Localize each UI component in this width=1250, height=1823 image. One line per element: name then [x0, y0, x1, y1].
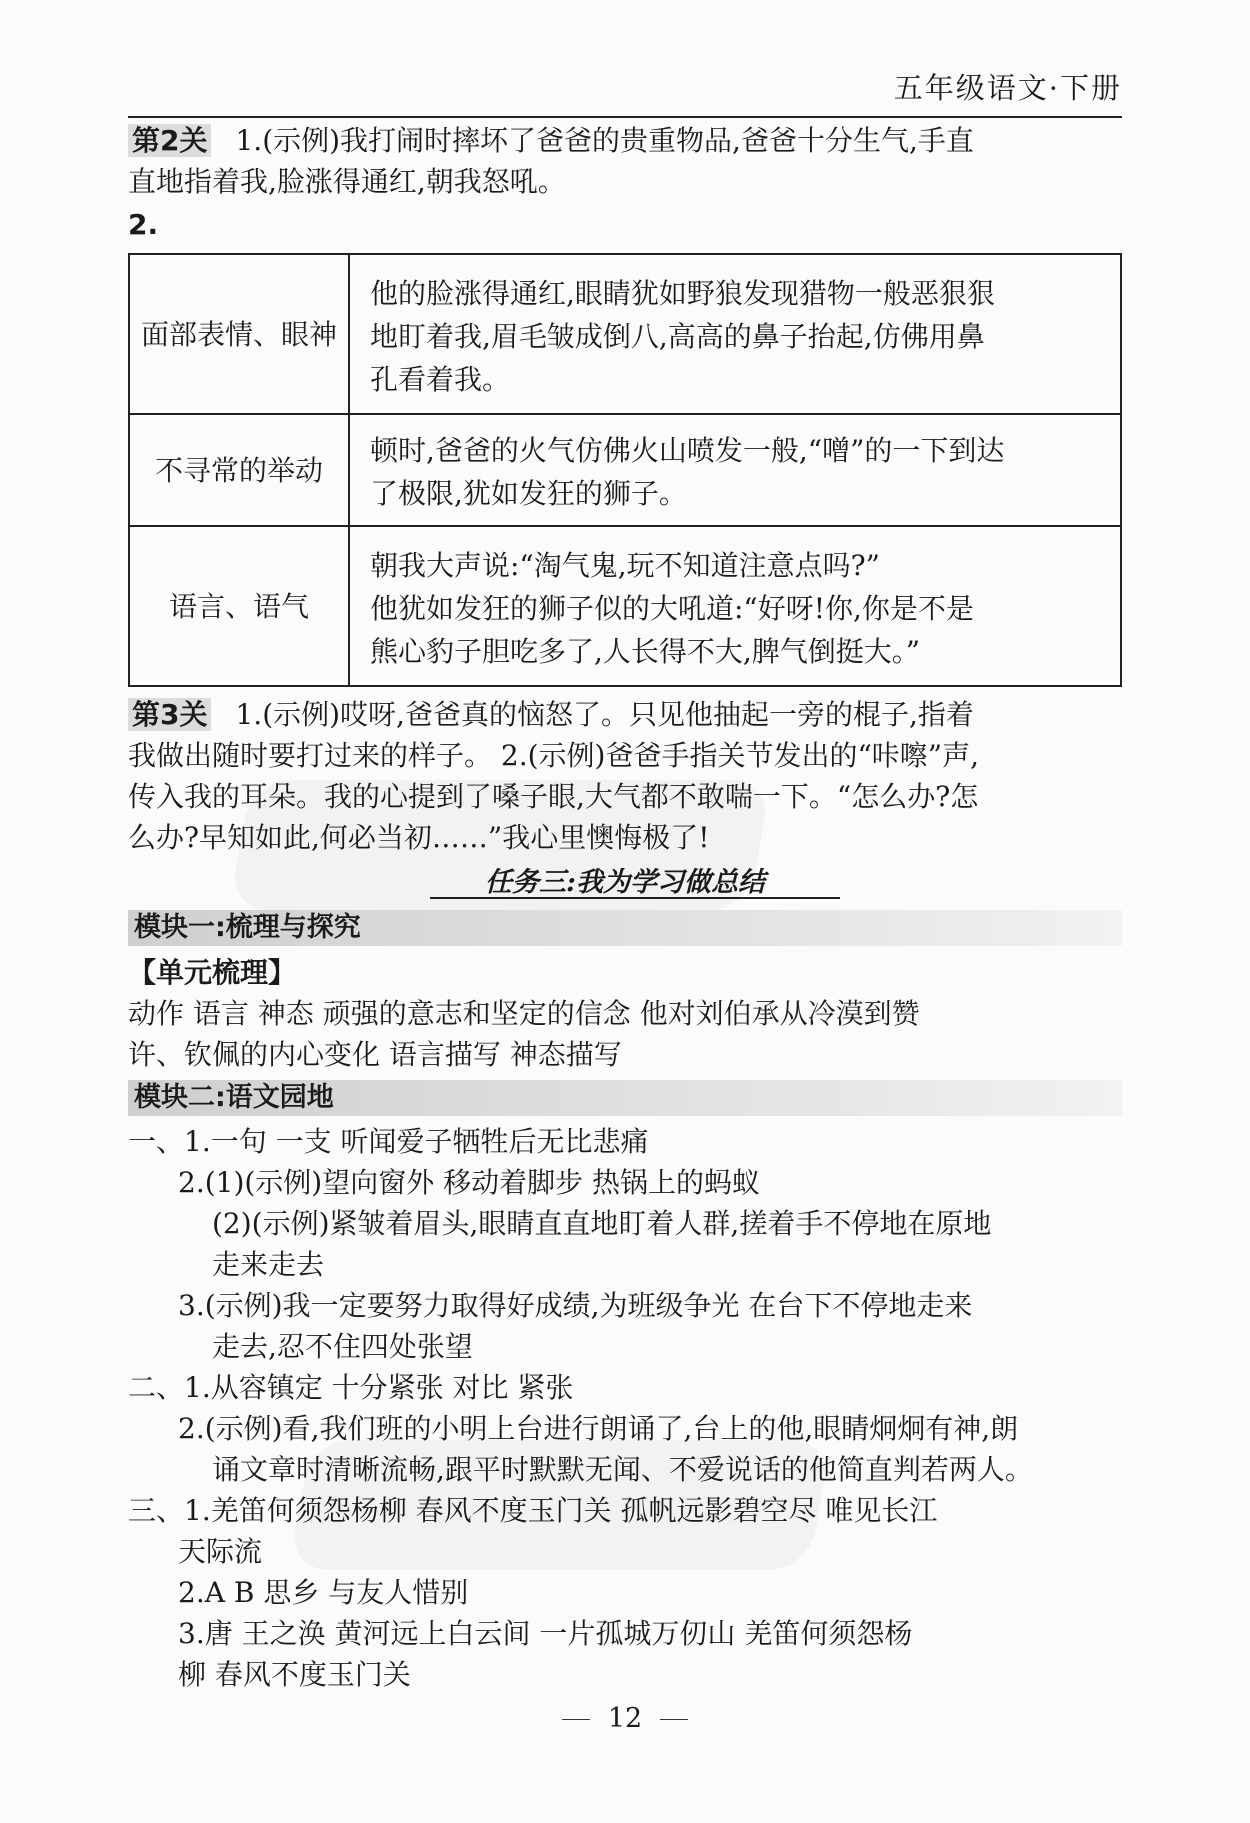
page-header-title: 五年级语文·下册 — [893, 71, 1122, 105]
module2-line: (2)(示例)紧皱着眉头,眼睛直直地盯着人群,搓着手不停地在原地 — [212, 1207, 992, 1240]
header-divider — [128, 116, 1122, 118]
module2-line: 2.A B 思乡 与友人惜别 — [178, 1576, 469, 1609]
page-number — [0, 1698, 1250, 1739]
level2-q1-line2: 直地指着我,脸涨得通红,朝我怒吼。 — [128, 165, 566, 198]
level3-text1: 1.(示例)哎呀,爸爸真的恼怒了。只见他抽起一旁的棍子,指着 — [235, 698, 974, 731]
level3-line2: 我做出随时要打过来的样子。 2.(示例)爸爸手指关节发出的“咔嚓”声, — [128, 739, 979, 772]
page-number-dash-right — [660, 1719, 688, 1720]
module1-line1: 动作 语言 神态 顽强的意志和坚定的信念 他对刘伯承从冷漠到赞 — [128, 997, 920, 1030]
module2-title: 模块二:语文园地 — [128, 1080, 1122, 1116]
table-cell-line: 地盯着我,眉毛皱成倒八,高高的鼻子抬起,仿佛用鼻 — [370, 319, 985, 353]
module2-line: 二、1.从容镇定 十分紧张 对比 紧张 — [128, 1371, 574, 1404]
module1-title: 模块一:梳理与探究 — [128, 910, 1122, 946]
level2-q1-line1 — [128, 120, 974, 161]
module2-line: 一、1.一句 一支 听闻爱子牺牲后无比悲痛 — [128, 1125, 649, 1158]
table-row-label: 语言、语气 — [129, 526, 349, 686]
module2-line: 诵文章时清晰流畅,跟平时默默无闻、不爱说话的他简直判若两人。 — [212, 1453, 1033, 1486]
watermark-shape — [289, 1440, 832, 1570]
level3-line1 — [128, 694, 974, 735]
table-cell-line: 熊心豹子胆吃多了,人长得不大,脾气倒挺大。” — [370, 634, 921, 668]
module2-line: 2.(1)(示例)望向窗外 移动着脚步 热锅上的蚂蚁 — [178, 1166, 761, 1199]
table-row-content — [349, 526, 1121, 686]
page-number-value: 12 — [607, 1703, 643, 1734]
table-cell-line: 了极限,犹如发狂的狮子。 — [370, 477, 687, 510]
page-number-dash-left — [562, 1719, 590, 1720]
table-cell-line: 他的脸涨得通红,眼睛犹如野狼发现猎物一般恶狠狠 — [370, 276, 995, 310]
level2-q2-number: 2. — [128, 208, 159, 241]
level3-line4: 么办?早知如此,何必当初……”我心里懊悔极了! — [128, 821, 710, 854]
table-cell-line: 朝我大声说:“淘气鬼,玩不知道注意点吗?” — [370, 548, 880, 582]
table-row — [129, 254, 1121, 414]
module2-line: 走去,忍不住四处张望 — [212, 1330, 473, 1363]
level3-badge: 第3关 — [128, 698, 211, 731]
table-cell-line: 顿时,爸爸的火气仿佛火山喷发一般,“噌”的一下到达 — [370, 434, 1005, 467]
module2-line: 3.(示例)我一定要努力取得好成绩,为班级争光 在台下不停地走来 — [178, 1289, 973, 1322]
watermark-shape — [229, 780, 772, 910]
table-cell-line: 他犹如发狂的狮子似的大吼道:“好呀!你,你是不是 — [370, 591, 974, 625]
module2-line: 柳 春风不度玉门关 — [178, 1658, 411, 1691]
table-row-content — [349, 414, 1121, 526]
level2-badge: 第2关 — [128, 124, 211, 157]
module1-line2: 许、钦佩的内心变化 语言描写 神态描写 — [128, 1038, 622, 1071]
table-row-label: 不寻常的举动 — [129, 414, 349, 526]
level2-q1-text1: 1.(示例)我打闹时摔坏了爸爸的贵重物品,爸爸十分生气,手直 — [235, 124, 974, 157]
table-row — [129, 526, 1121, 686]
module2-line: 走来走去 — [212, 1248, 325, 1281]
character-description-table — [128, 253, 1122, 687]
module2-line: 2.(示例)看,我们班的小明上台进行朗诵了,台上的他,眼睛炯炯有神,朗 — [178, 1412, 1019, 1445]
module1-subtitle: 【单元梳理】 — [128, 956, 297, 989]
table-cell-line: 孔看着我。 — [370, 362, 511, 396]
module2-line: 3.唐 王之涣 黄河远上白云间 一片孤城万仞山 羌笛何须怨杨 — [178, 1617, 913, 1650]
table-row-label: 面部表情、眼神 — [129, 254, 349, 414]
task3-title: 任务三:我为学习做总结 — [485, 867, 765, 898]
module2-line: 三、1.羌笛何须怨杨柳 春风不度玉门关 孤帆远影碧空尽 唯见长江 — [128, 1494, 938, 1527]
table-row-content — [349, 254, 1121, 414]
module2-line: 天际流 — [178, 1535, 263, 1568]
table-row — [129, 414, 1121, 526]
level3-line3: 传入我的耳朵。我的心提到了嗓子眼,大气都不敢喘一下。“怎么办?怎 — [128, 780, 979, 813]
